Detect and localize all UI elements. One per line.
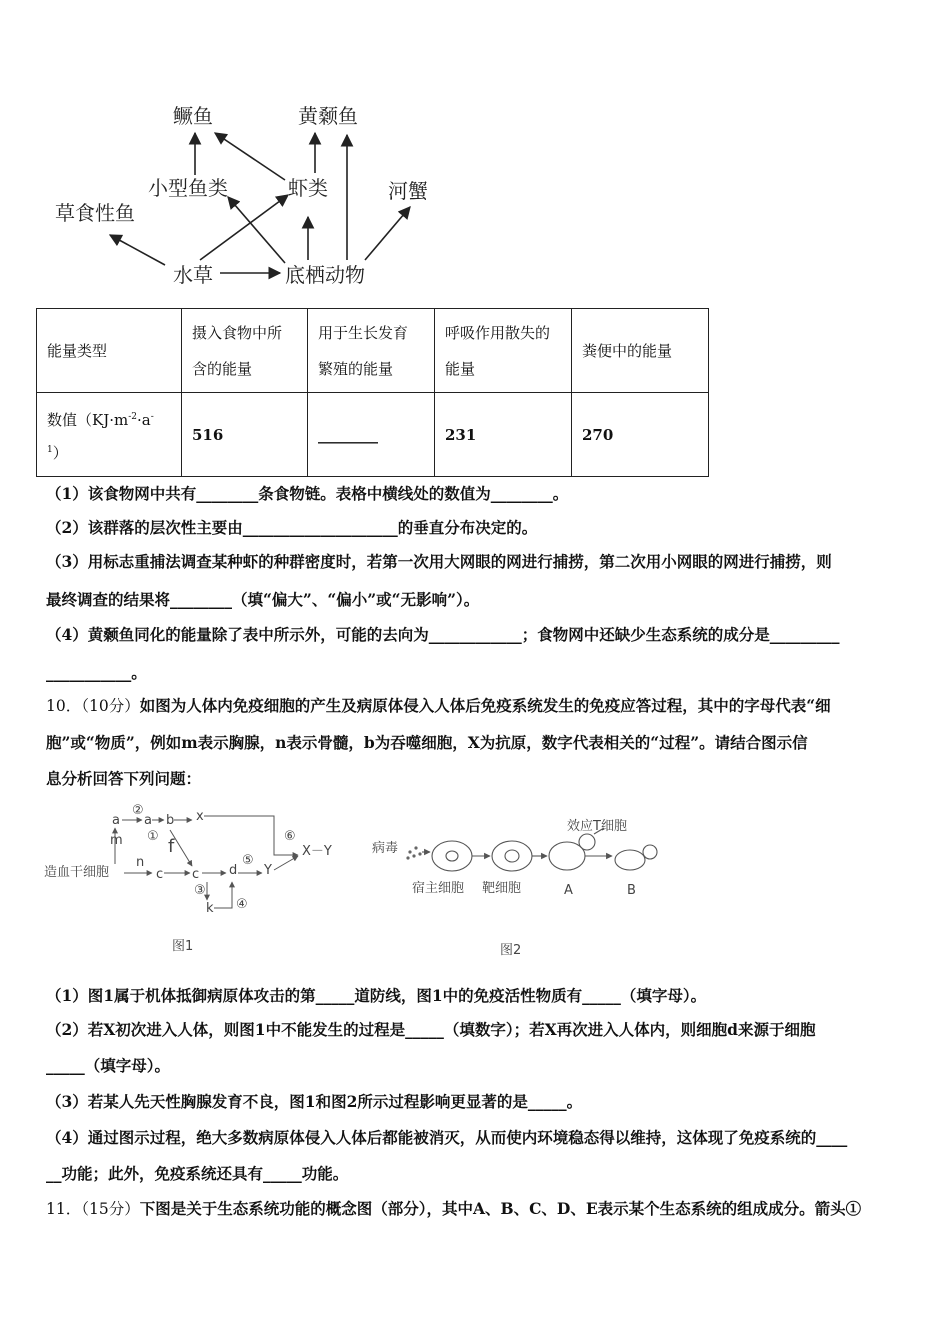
table-header-cell: 用于生长发育 繁殖的能量 xyxy=(308,309,435,393)
energy-table xyxy=(36,308,709,477)
fig2-virus-label: 病毒 xyxy=(372,841,399,856)
table-row-label: 数值（$KJ\cdot m^{-2}\cdot a^-$ $^1$） xyxy=(37,393,182,477)
fig2-label-a: A xyxy=(564,883,573,898)
fig2-label-b: B xyxy=(627,883,636,898)
table-cell-blank: ________ xyxy=(308,393,435,477)
node-herbivore-fish: 草食性鱼 xyxy=(55,201,135,225)
fig1-label-y: Y xyxy=(264,863,272,878)
q10-sub1: （1）图1属于机体抵御病原体攻击的第_____道防线，图1中的免疫活性物质有_____（填字母）。 xyxy=(46,986,707,1005)
q9-sub3-line1: （3）用标志重捕法调查某种虾的种群密度时，若第一次用大网眼的网进行捕捞，第二次用小网眼的网进行捕捞，则 xyxy=(46,552,832,571)
q9-sub2: （2）该群落的层次性主要由____________________的垂直分布决定的。 xyxy=(46,518,538,537)
figure-2-cell-diagram xyxy=(372,808,672,963)
q9-sub1: （1）该食物网中共有________条食物链。表格中横线处的数值为________。 xyxy=(46,484,569,503)
fig1-process-6: ⑥ xyxy=(284,829,296,844)
fig1-label-n: n xyxy=(136,855,145,870)
q10-sub2-line2: _____（填字母）。 xyxy=(46,1056,171,1075)
arrow-grass-herbivore xyxy=(110,235,165,265)
table-header-cell: 摄入食物中所 含的能量 xyxy=(182,309,308,393)
q10-intro-line2: 胞”或“物质”，例如m表示胸腺，n表示骨髓，b为吞噬细胞，X为抗原，数字代表相关的“过程”。请结合图示信 xyxy=(46,733,808,752)
fig1-label-b: b xyxy=(166,813,175,828)
q9-sub4-line1: （4）黄颡鱼同化的能量除了表中所示外，可能的去向为____________；食物网中还缺少生态系统的成分是_________ xyxy=(46,625,840,644)
q10-sub4-line2: __功能；此外，免疫系统还具有_____功能。 xyxy=(46,1164,349,1183)
arrow-shrimp-mandarin xyxy=(215,133,285,180)
node-benthos: 底栖动物 xyxy=(285,263,365,287)
fig1-process-1: ① xyxy=(147,829,159,844)
node-yellow-catfish: 黄颡鱼 xyxy=(298,104,358,128)
fig1-label-k: k xyxy=(206,901,214,916)
fig1-label-c: c xyxy=(156,867,164,882)
arrow-benthos-small-fish xyxy=(228,197,285,263)
table-header-row xyxy=(37,309,709,393)
table-cell: 516 xyxy=(182,393,308,477)
fig1-label-a: a xyxy=(112,813,120,828)
fig2-cell-b xyxy=(615,850,645,870)
fig1-process-2: ② xyxy=(132,803,144,818)
fig2-target-cell xyxy=(492,841,532,871)
fig2-effector-label: 效应T细胞 xyxy=(567,819,627,834)
q10-sub3: （3）若某人先天性胸腺发育不良，图1和图2所示过程影响更显著的是_____。 xyxy=(46,1092,583,1111)
table-cell: 270 xyxy=(572,393,709,477)
fig2-caption: 图2 xyxy=(500,943,522,958)
fig1-process-4: ④ xyxy=(236,897,248,912)
fig2-host-label: 宿主细胞 xyxy=(412,881,465,896)
node-mandarin-fish: 鳜鱼 xyxy=(173,104,213,128)
fig1-process-5: ⑤ xyxy=(242,853,254,868)
table-header-cell: 能量类型 xyxy=(37,309,182,393)
fig1-caption: 图1 xyxy=(172,939,194,954)
fig1-label-a2: a xyxy=(144,813,152,828)
node-water-grass: 水草 xyxy=(173,263,213,287)
q10-sub4-line1: （4）通过图示过程，绝大多数病原体侵入人体后都能被消灭，从而使内环境稳态得以维持，这体现了免疫系统的____ xyxy=(46,1128,848,1147)
fig1-label-f: f xyxy=(168,836,175,857)
fig1-stem-cell: 造血干细胞 xyxy=(44,865,110,880)
table-row xyxy=(37,393,709,477)
node-crab: 河蟹 xyxy=(388,179,428,203)
q11-intro: 11．（15分）下图是关于生态系统功能的概念图（部分），其中A、B、C、D、E表示某个生态系统的组成成分。箭头① xyxy=(46,1199,862,1218)
node-shrimp: 虾类 xyxy=(288,176,328,200)
fig1-label-x: x xyxy=(196,809,204,824)
table-cell: 231 xyxy=(435,393,572,477)
figure-1-immune-diagram xyxy=(44,800,344,960)
table-header-cell: 粪便中的能量 xyxy=(572,309,709,393)
q10-sub2-line1: （2）若X初次进入人体，则图1中不能发生的过程是_____（填数字）；若X再次进入人体内，则细胞d来源于细胞 xyxy=(46,1020,816,1039)
food-web-diagram xyxy=(40,95,470,300)
fig1-label-xy: X－Y xyxy=(302,844,332,859)
q9-sub3-line2: 最终调查的结果将________（填“偏大”、“偏小”或“无影响”）。 xyxy=(46,590,480,609)
fig1-process-3: ③ xyxy=(194,883,206,898)
fig2-target-label: 靶细胞 xyxy=(482,881,522,896)
q10-intro-line1: 10．（10分）如图为人体内免疫细胞的产生及病原体侵入人体后免疫系统发生的免疫应答过程，其中的字母代表“细 xyxy=(46,696,831,715)
node-small-fish: 小型鱼类 xyxy=(148,176,228,200)
table-header-cell: 呼吸作用散失的 能量 xyxy=(435,309,572,393)
q10-intro-line3: 息分析回答下列问题： xyxy=(46,769,202,788)
q9-sub4-line2: ___________。 xyxy=(46,663,147,682)
fig2-effector-cell xyxy=(579,834,595,850)
fig1-label-m: m xyxy=(110,833,123,848)
arrow-benthos-crab xyxy=(365,207,410,260)
fig1-label-d: d xyxy=(229,863,238,878)
fig1-label-c2: c xyxy=(192,867,200,882)
fig2-host-cell xyxy=(432,841,472,871)
